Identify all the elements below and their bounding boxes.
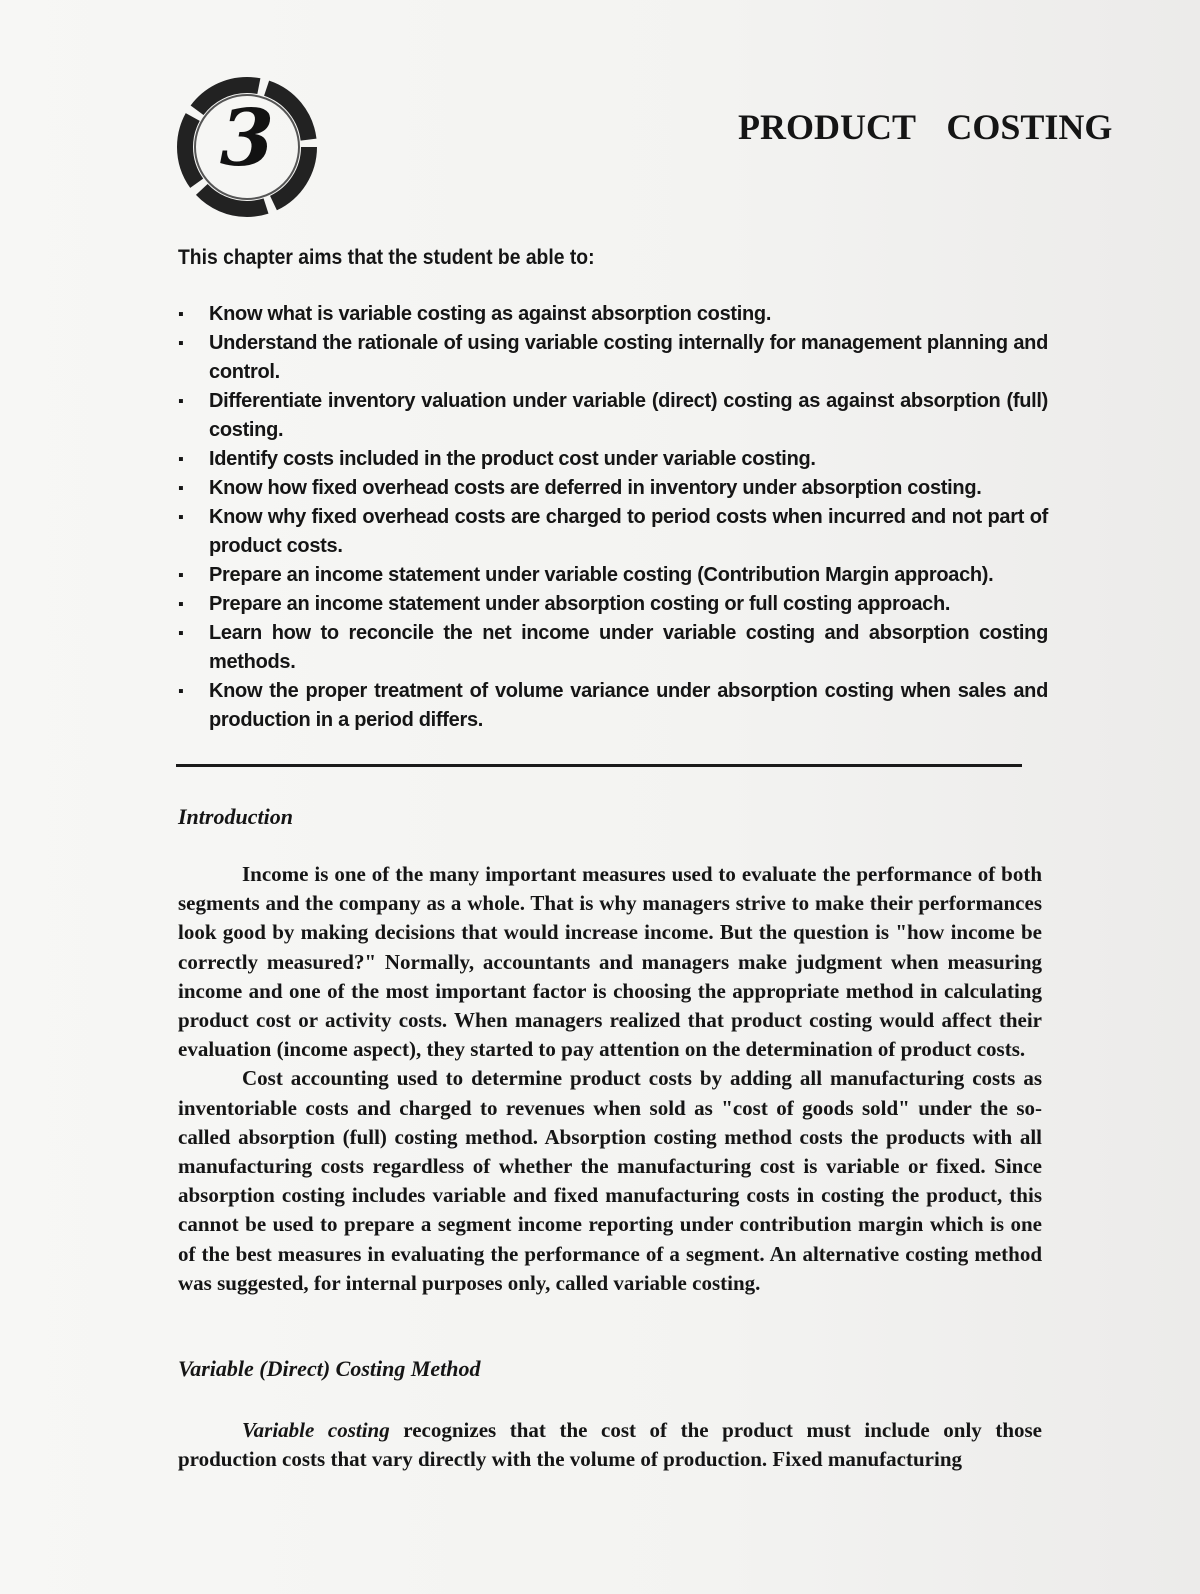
chapter-number-badge [172, 72, 322, 222]
chapter-number: 3 [219, 93, 275, 184]
objective-item: ▪ Differentiate inventory valuation under variable (direct) costing as against absorption (full) costing. [178, 387, 1048, 445]
variable-costing-term: Variable costing [242, 1418, 390, 1442]
variable-costing-body [178, 1416, 1042, 1474]
objective-item: ▪ Know how fixed overhead costs are deferred in inventory under absorption costing. [178, 474, 1048, 503]
objective-item: ▪ Know what is variable costing as against absorption costing. [178, 300, 1048, 329]
objectives-intro: This chapter aims that the student be able to: [178, 246, 595, 269]
introduction-paragraph: Income is one of the many important measures used to evaluate the performance of both segments and the company as a whole. That is why managers strive to make their performances look good by making decisions that would increase income. But the question is "how income be correctly measured?" Normally, accountants and managers make judgment when measuring income and one of the most important factor is choosing the appropriate method in calculating product cost or activity costs. When managers realized that product costing would affect their evaluation (income aspect), they started to pay attention on the determination of product costs. [178, 862, 1042, 1062]
variable-costing-heading: Variable (Direct) Costing Method [178, 1356, 481, 1381]
objective-item: ▪ Prepare an income statement under absorption costing or full costing approach. [178, 590, 1048, 619]
chapter-title: PRODUCT COSTING [738, 107, 1113, 147]
variable-costing-paragraph [178, 1416, 1042, 1474]
introduction-body [178, 860, 1042, 1298]
objective-item: ▪ Identify costs included in the product cost under variable costing. [178, 445, 1048, 474]
objective-item: ▪ Prepare an income statement under variable costing (Contribution Margin approach). [178, 561, 1048, 590]
section-divider [176, 764, 1022, 767]
objective-item: ▪ Learn how to reconcile the net income under variable costing and absorption costing methods. [178, 619, 1048, 677]
introduction-heading: Introduction [178, 804, 293, 829]
objective-item: ▪ Understand the rationale of using variable costing internally for management planning and control. [178, 329, 1048, 387]
objective-item: ▪ Know the proper treatment of volume variance under absorption costing when sales and production in a period differs. [178, 677, 1048, 735]
objective-item: ▪ Know why fixed overhead costs are charged to period costs when incurred and not part of product costs. [178, 503, 1048, 561]
objectives-list [178, 300, 1048, 735]
variable-costing-text: recognizes that the cost of the product must include only those production costs that vary directly with the volume of production. Fixed manufacturing [178, 1418, 1042, 1472]
introduction-paragraph: Cost accounting used to determine product costs by adding all manufacturing costs as inventoriable costs and charged to revenues when sold as "cost of goods sold" under the so-called absorption (full) costing method. Absorption costing method costs the products with all manufacturing costs regardless of whether the manufacturing cost is variable or fixed. Since absorption costing includes variable and fixed manufacturing costs in costing the product, this cannot be used to prepare a segment income reporting under contribution margin which is one of the best measures in evaluating the performance of a segment. An alternative costing method was suggested, for internal purposes only, called variable costing. [178, 1066, 1042, 1295]
